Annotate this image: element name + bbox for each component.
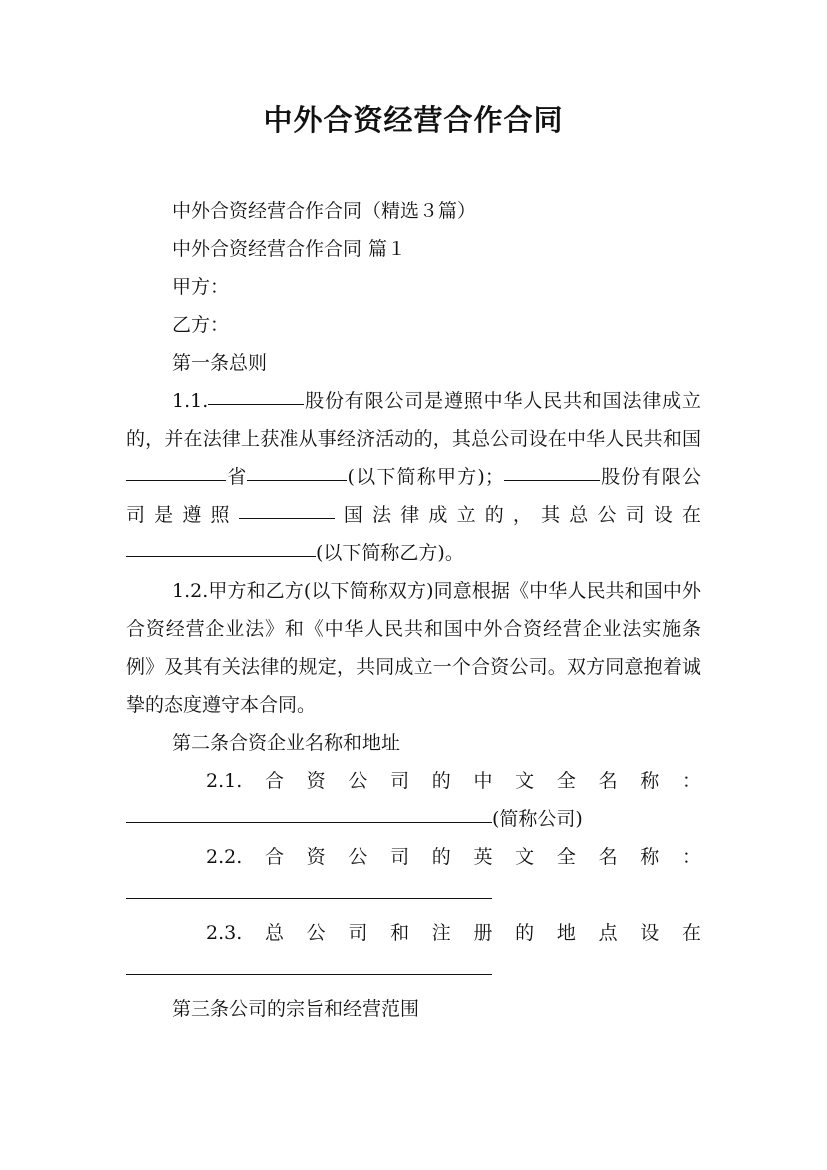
item-2-2: [126, 838, 701, 876]
item-2-3-fill: [126, 952, 701, 990]
blank-field: [126, 800, 492, 823]
clause-1-2: 1.2.甲方和乙方(以下简称双方)同意根据《中华人民共和国中外合资经营企业法》和《中华人民共和国中外合资经营企业法实施条例》及其有关法律的规定，共同成立一个合资公司。双方同意抱着诚挚的态度遵守本合同。: [126, 580, 701, 716]
item-2-3: [126, 914, 701, 952]
subtitle-line: 中外合资经营合作合同（精选３篇）: [172, 200, 477, 222]
spaced-char: 的: [431, 770, 451, 792]
party-b-label: 乙方：: [172, 314, 230, 336]
spaced-char: 资: [306, 846, 326, 868]
spaced-char: ：: [681, 770, 701, 792]
spaced-char: 公: [348, 770, 368, 792]
clause-1-1-text-g: (以下简称乙方)。: [316, 542, 464, 564]
clause-1-1-text-d: (以下简称甲方)；: [347, 466, 504, 488]
item-2-3-number: 2.3.: [206, 922, 243, 944]
spaced-char: 公: [348, 846, 368, 868]
blank-field: [126, 534, 316, 557]
article-3-heading: 第三条公司的宗旨和经营范围: [172, 998, 420, 1020]
item-2-1-suffix: (简称公司): [492, 808, 583, 830]
spaced-char: 英: [473, 846, 493, 868]
spaced-char: 点: [598, 922, 618, 944]
spaced-char: ：: [681, 846, 701, 868]
clause-1-1-text-f: 国法律成立的，其总公司设在: [334, 504, 701, 526]
spaced-char: 和: [390, 922, 410, 944]
item-2-2-fill: [126, 876, 701, 914]
blank-field: [504, 458, 600, 481]
spaced-char: 司: [348, 922, 368, 944]
clause-1-1-text-e: 股份有限公司是遵照: [126, 466, 701, 526]
spaced-char: 全: [556, 770, 576, 792]
spaced-char: 的: [515, 922, 535, 944]
spaced-char: 司: [390, 770, 410, 792]
blank-field: [126, 458, 226, 481]
clause-1-1-number: 1.1.: [172, 390, 209, 412]
spaced-char: 文: [515, 846, 535, 868]
clause-1-1-text-b: 股份有限公司是遵照中华人民共和国法律成立的，并在法律上获准从事经济活动的，其总公司设在中华人民共和国: [126, 390, 701, 450]
article-1-heading: 第一条总则: [172, 352, 268, 374]
spaced-char: 的: [431, 846, 451, 868]
item-2-1-fill: [126, 800, 701, 838]
party-a-label: 甲方：: [172, 276, 230, 298]
spaced-char: 文: [515, 770, 535, 792]
spaced-char: 注: [431, 922, 451, 944]
spaced-char: 名: [598, 770, 618, 792]
blank-field: [126, 876, 492, 899]
spaced-char: 名: [598, 846, 618, 868]
blank-field: [247, 458, 347, 481]
blank-field: [208, 382, 304, 405]
blank-field: [126, 952, 492, 975]
spaced-char: 公: [306, 922, 326, 944]
spaced-char: 称: [640, 770, 660, 792]
spaced-char: 合: [264, 846, 284, 868]
spaced-char: 合: [264, 770, 284, 792]
clause-1-1-text-c: 省: [226, 466, 248, 488]
clause-1-1: [126, 382, 701, 572]
spaced-char: 在: [681, 922, 701, 944]
spaced-char: 资: [306, 770, 326, 792]
spaced-char: 中: [473, 770, 493, 792]
spaced-char: 称: [640, 846, 660, 868]
spaced-char: 册: [473, 922, 493, 944]
document-title: 中外合资经营合作合同: [263, 103, 564, 137]
item-2-1: [126, 762, 701, 800]
spaced-char: 全: [556, 846, 576, 868]
document-body: [126, 192, 701, 1028]
article-2-heading: 第二条合资企业名称和地址: [172, 732, 401, 754]
spaced-char: 总: [264, 922, 284, 944]
blank-field: [239, 496, 335, 519]
item-2-1-number: 2.1.: [206, 770, 243, 792]
spaced-char: 地: [556, 922, 576, 944]
spaced-char: 司: [390, 846, 410, 868]
section-heading: 中外合资经营合作合同 篇１: [172, 238, 407, 260]
spaced-char: 设: [640, 922, 660, 944]
item-2-2-number: 2.2.: [206, 846, 243, 868]
